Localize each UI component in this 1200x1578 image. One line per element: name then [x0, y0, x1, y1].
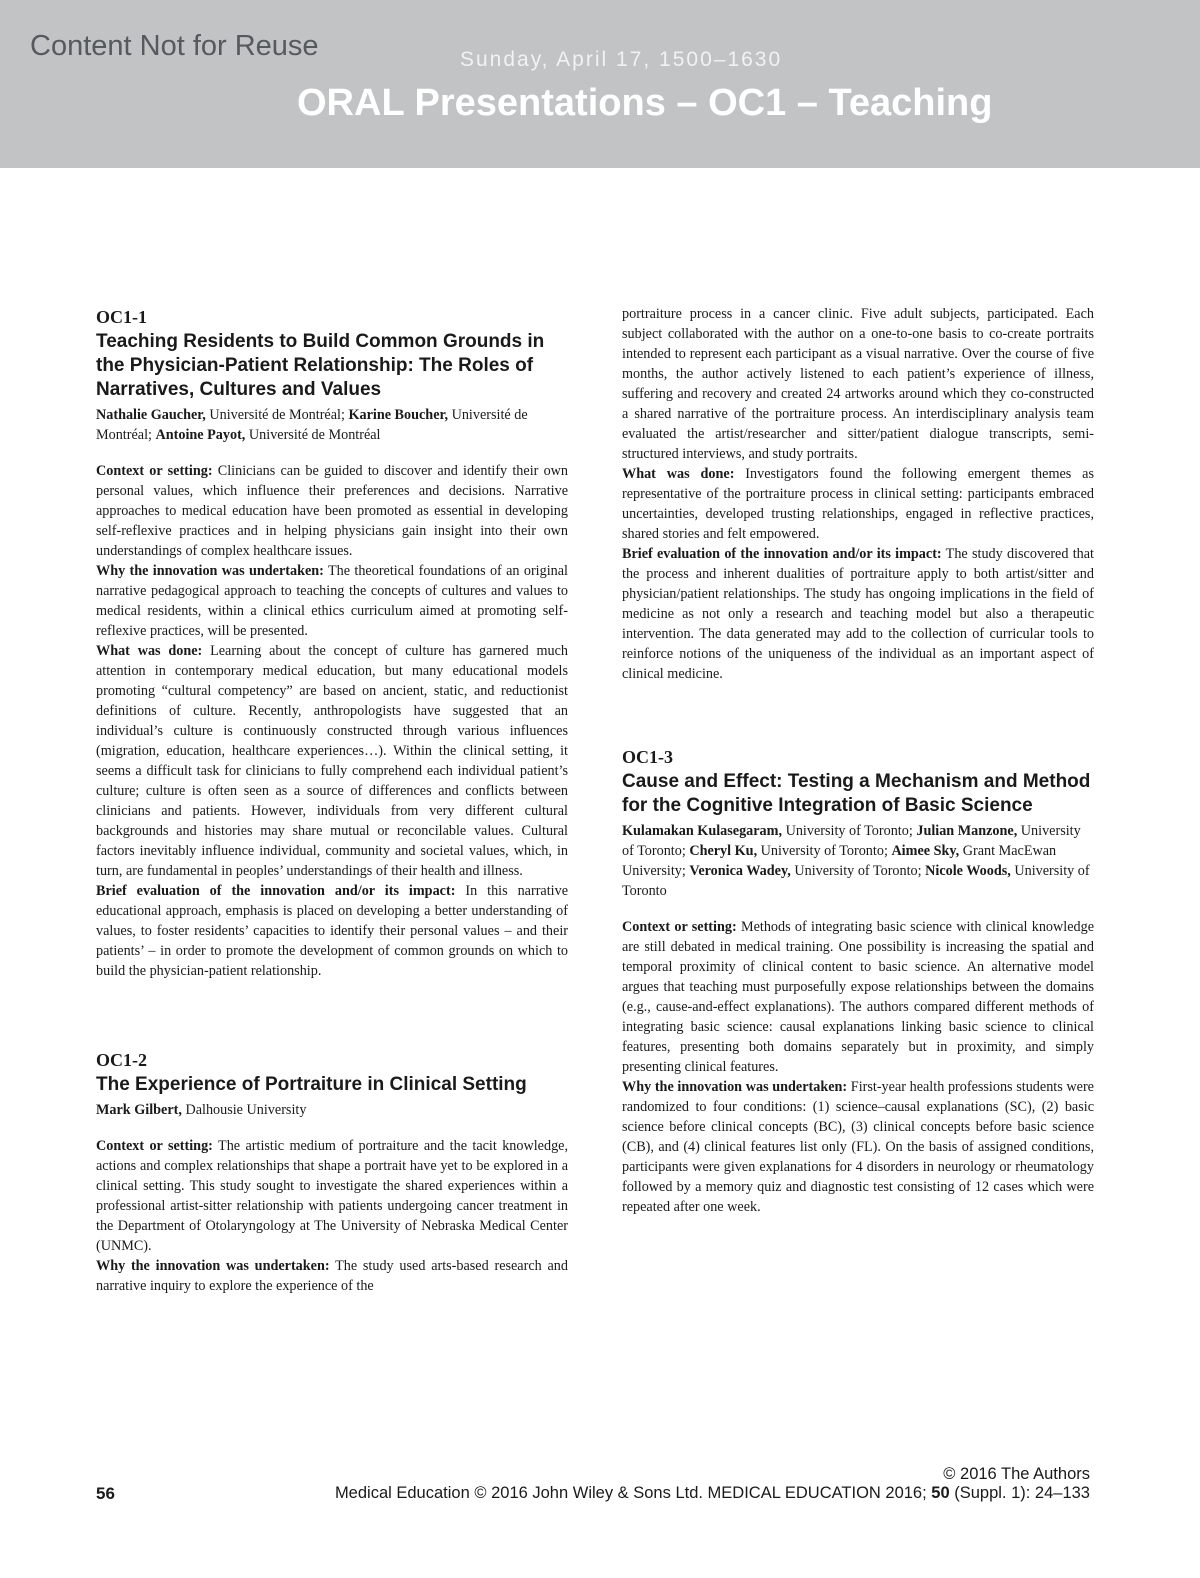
- abstract-oc1-3: [622, 746, 1094, 1217]
- section-label: Why the innovation was undertaken:: [96, 1258, 330, 1274]
- session-title: ORAL Presentations – OC1 – Teaching: [297, 82, 993, 124]
- author-name: Nathalie Gaucher,: [96, 407, 206, 423]
- journal-footer: [335, 1465, 1090, 1503]
- section-text: Investigators found the following emergent themes as representative of the portraiture process in clinical setting: participants embraced uncertainties, developed trusting relationships, engaged in reflective practices, shared stories and felt empowered.: [622, 466, 1095, 542]
- reuse-notice: Content Not for Reuse: [30, 30, 319, 62]
- abstract-title: Teaching Residents to Build Common Grounds in the Physician-Patient Relationship: The Roles of Narratives, Cultures and Values: [96, 331, 545, 400]
- section-paragraph: [622, 464, 1094, 544]
- page-number: 56: [96, 1484, 115, 1503]
- abstract-id: OC1-1: [96, 307, 147, 327]
- section-text: Learning about the concept of culture has garnered much attention in contemporary medical education, but many educational models promoting “cultural competency” are based on ancient, static, and reductionist definitions of culture. Recently, anthropologists have suggested that an individual’s culture is continuously constructed through various influences (migration, education, healthcare experiences…). Within the clinical setting, it seems a difficult task for clinicians to fully comprehend each individual patient’s culture; culture is often seen as a source of differences and conflicts between clinicians and patients. However, individuals from very different cultural backgrounds and histories may share mutual or reconcilable values. Cultural factors inevitably influence individual, community and societal values, which, in turn, are fundamental in peoples’ understandings of their health and illness.: [96, 643, 569, 879]
- author-name: Veronica Wadey,: [689, 863, 791, 879]
- section-paragraph: [96, 1256, 568, 1296]
- section-paragraph: [96, 881, 568, 981]
- section-text: The study discovered that the process and inherent dualities of portraiture apply to both artist/sitter and physician/patient relationships. The study has ongoing implications in the field of medicine as not only a research and teaching model but also a therapeutic intervention. The data generated may add to the collection of curricular tools to reinforce notions of the uniqueness of the individual as an important aspect of clinical medicine.: [622, 546, 1094, 682]
- section-text: Clinicians can be guided to discover and identify their own personal values, which influence their preferences and decisions. Narrative approaches to medical education have been promoted as essential in developing self-reflexive practices and in helping physicians gain insight into their own understandings of complex healthcare issues.: [96, 463, 568, 559]
- section-label: Context or setting:: [96, 1138, 213, 1154]
- author-affiliation: Grant MacEwan University;: [622, 843, 1057, 879]
- section-paragraph: [622, 304, 1094, 464]
- author-list: [96, 405, 568, 445]
- author-name: Karine Boucher,: [348, 407, 449, 423]
- author-list: [622, 821, 1094, 901]
- author-affiliation: Université de Montréal: [245, 427, 381, 443]
- author-affiliation: University of Toronto;: [790, 863, 926, 879]
- journal-volume: 50: [931, 1484, 950, 1502]
- journal-suffix: (Suppl. 1): 24–133: [949, 1484, 1090, 1502]
- author-name: Cheryl Ku,: [689, 843, 758, 859]
- section-label: Context or setting:: [96, 463, 213, 479]
- section-text: The artistic medium of portraiture and the tacit knowledge, actions and complex relationships that shape a portrait have yet to be explored in a clinical setting. This study sought to investigate the shared experiences within a professional artist-sitter relationship with patients undergoing cancer treatment in the Department of Otolaryngology at The University of Nebraska Medical Center (UNMC).: [96, 1138, 569, 1254]
- author-affiliation: Université de Montréal;: [205, 407, 349, 423]
- author-name: Julian Manzone,: [916, 823, 1018, 839]
- section-text: First-year health professions students were randomized to four conditions: (1) science–causal explanations (SC), (2) basic science before clinical concepts (BC), (3) clinical concepts before basic science (CB), and (4) clinical features list only (FL). On the basis of assigned conditions, participants were given explanations for 4 disorders in neurology or rheumatology followed by a memory quiz and diagnostic test consisting of 12 cases which were repeated after one week.: [622, 1079, 1094, 1215]
- section-text: The theoretical foundations of an original narrative pedagogical approach to teaching the concepts of cultures and values to medical residents, within a clinical ethics curriculum aimed at promoting self-reflexive practices, will be presented.: [96, 563, 568, 639]
- abstract-title: The Experience of Portraiture in Clinical Setting: [96, 1074, 527, 1095]
- session-date: Sunday, April 17, 1500–1630: [460, 48, 783, 71]
- author-affiliation: University of Toronto: [622, 863, 1090, 899]
- left-column: [96, 306, 568, 1296]
- section-label: Why the innovation was undertaken:: [622, 1079, 848, 1095]
- section-label: Brief evaluation of the innovation and/or its impact:: [96, 883, 456, 899]
- section-paragraph: [96, 461, 568, 561]
- abstract-oc1-1: [96, 306, 568, 981]
- author-affiliation: University of Toronto;: [782, 823, 917, 839]
- author-affiliation: Dalhousie University: [181, 1102, 307, 1118]
- right-column: [622, 304, 1094, 1217]
- author-affiliation: University of Toronto;: [757, 843, 892, 859]
- abstract-title: Cause and Effect: Testing a Mechanism and Method for the Cognitive Integration of Basic Science: [622, 771, 1091, 816]
- journal-citation: [335, 1484, 1090, 1503]
- copyright-authors: © 2016 The Authors: [943, 1465, 1090, 1483]
- abstract-id: OC1-2: [96, 1050, 147, 1070]
- author-name: Kulamakan Kulasegaram,: [622, 823, 783, 839]
- author-name: Nicole Woods,: [925, 863, 1011, 879]
- section-text: The study used arts-based research and narrative inquiry to explore the experience of the: [96, 1258, 568, 1294]
- section-paragraph: [96, 1136, 568, 1256]
- section-paragraph: [96, 641, 568, 881]
- abstract-oc1-2-continued: [622, 304, 1094, 684]
- section-paragraph: [622, 917, 1094, 1077]
- section-label: Why the innovation was undertaken:: [96, 563, 324, 579]
- author-list: [96, 1100, 568, 1120]
- section-text: Methods of integrating basic science with clinical knowledge are still debated in medical training. One possibility is increasing the spatial and temporal proximity of clinical content to basic science. An alternative model argues that teaching must purposefully expose relationships between the domains (e.g., cause-and-effect explanations). The authors compared different methods of integrating basic science: causal explanations linking basic science to clinical features, presenting both domains separately but in proximity, and simply presenting clinical features.: [622, 919, 1094, 1075]
- journal-prefix: Medical Education © 2016 John Wiley & Sons Ltd. MEDICAL EDUCATION 2016;: [334, 1484, 932, 1502]
- author-name: Aimee Sky,: [891, 843, 960, 859]
- section-label: What was done:: [96, 643, 203, 659]
- section-label: Brief evaluation of the innovation and/or its impact:: [622, 546, 942, 562]
- section-label: What was done:: [622, 466, 735, 482]
- author-name: Mark Gilbert,: [96, 1102, 182, 1118]
- section-label: Context or setting:: [622, 919, 737, 935]
- section-paragraph: [96, 561, 568, 641]
- abstract-id: OC1-3: [622, 747, 673, 767]
- author-affiliation: University of Toronto;: [622, 823, 1081, 859]
- author-affiliation: Université de Montréal;: [96, 407, 528, 443]
- section-text: portraiture process in a cancer clinic. Five adult subjects, participated. Each subject collaborated with the author on a one-to-one basis to co-create portraits intended to represent each participant as a visual narrative. Over the course of five months, the author actively listened to each patient’s experience of illness, suffering and recovery and created 24 artworks around which they co-constructed a shared narrative of the portraiture process. An interdisciplinary analysis team evaluated the artist/researcher and sitter/patient dialogue transcripts, semi-structured interviews, and study portraits.: [622, 306, 1094, 462]
- section-text: In this narrative educational approach, emphasis is placed on developing a better understanding of values, to foster residents’ capacities to identify their personal values – and their patients’ – in order to promote the development of common grounds on which to build the physician-patient relationship.: [96, 883, 568, 979]
- section-paragraph: [622, 1077, 1094, 1217]
- header-banner: [0, 0, 1200, 168]
- abstract-oc1-2: [96, 1049, 568, 1296]
- author-name: Antoine Payot,: [155, 427, 246, 443]
- section-paragraph: [622, 544, 1094, 684]
